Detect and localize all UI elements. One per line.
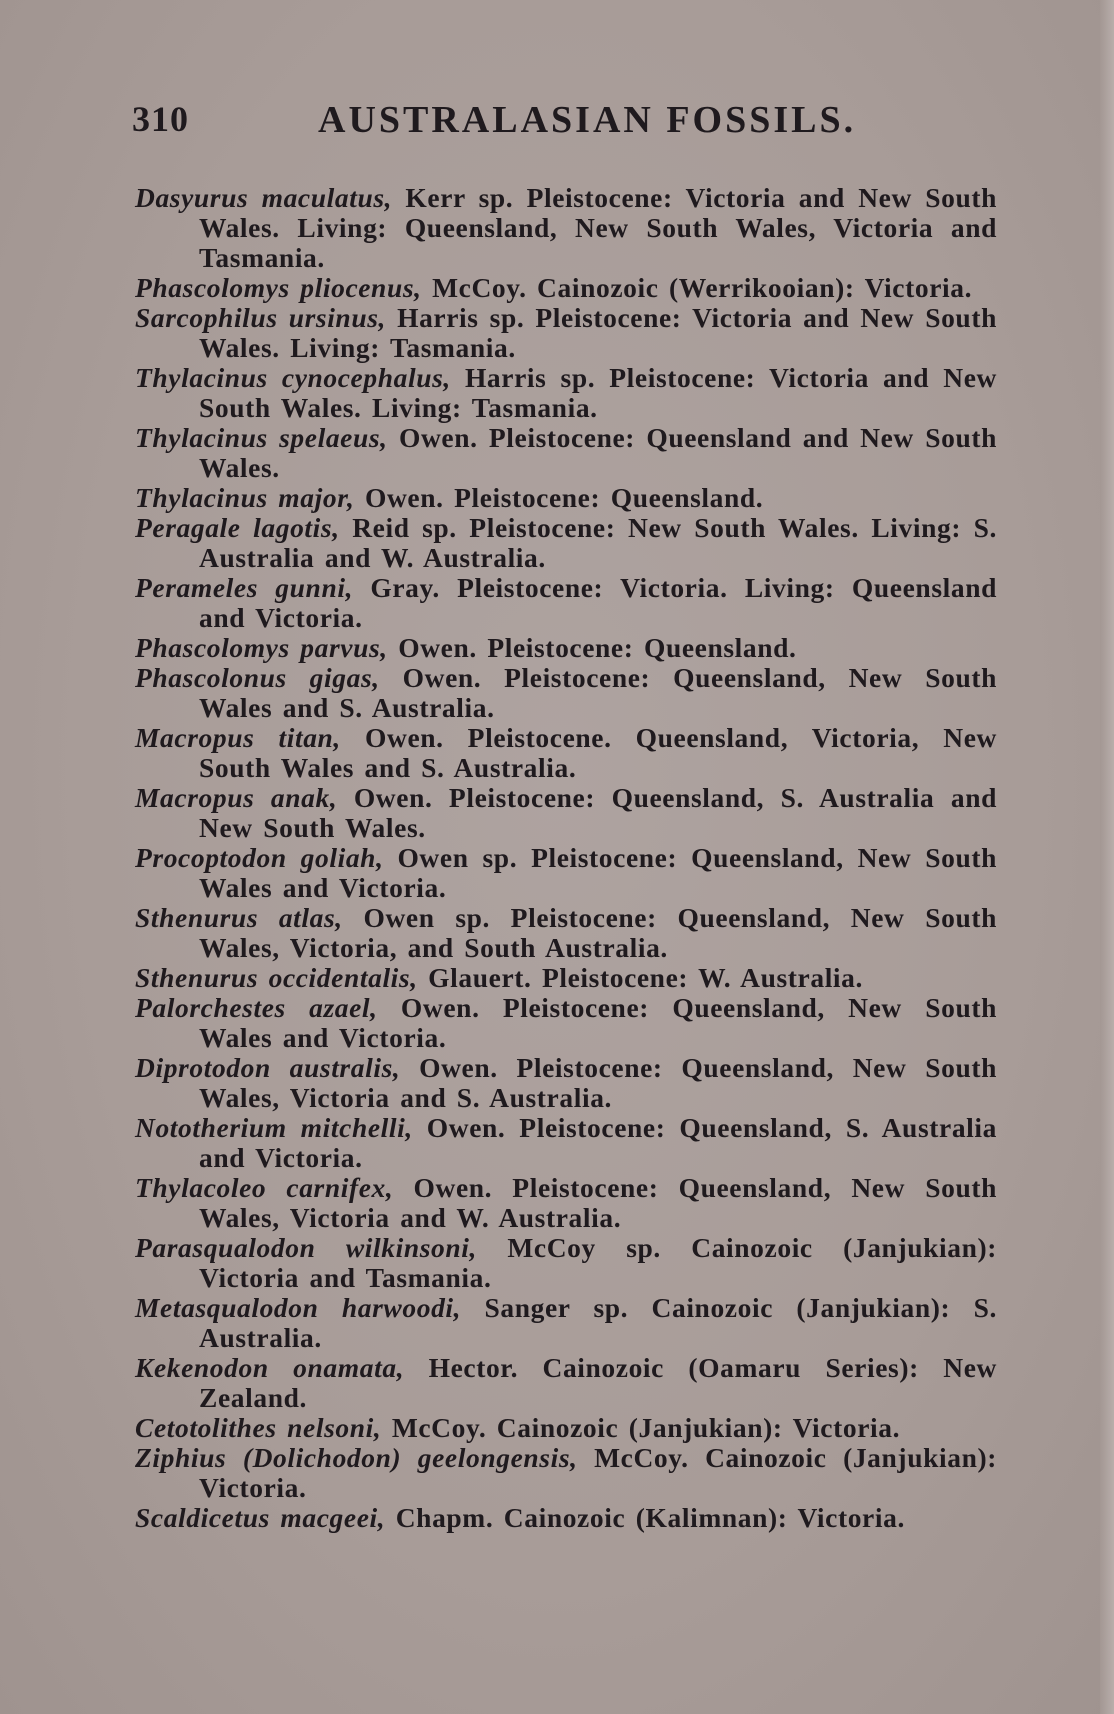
taxon-name: Scaldicetus macgeei, bbox=[135, 1502, 386, 1533]
taxon-name: Thylacinus major, bbox=[135, 482, 355, 513]
entry-details: Owen. Pleistocene: Queensland, S. Australia and New South Wales. bbox=[199, 782, 997, 843]
list-item bbox=[135, 483, 997, 513]
fossil-list bbox=[135, 183, 997, 1533]
taxon-name: Macropus anak, bbox=[135, 782, 338, 813]
taxon-name: Sthenurus occidentalis, bbox=[135, 962, 418, 993]
entry-details: McCoy. Cainozoic (Janjukian): Victoria. bbox=[199, 1442, 997, 1503]
entry-details: Kerr sp. Pleistocene: Victoria and New South Wales. Living: Queensland, New South Wales, Victoria and Tasmania. bbox=[199, 182, 998, 273]
entry-details: Owen sp. Pleistocene: Queensland, New South Wales, Victoria, and South Australia. bbox=[199, 902, 997, 963]
taxon-name: Nototherium mitchelli, bbox=[135, 1112, 413, 1143]
list-item bbox=[135, 783, 997, 843]
list-item bbox=[135, 1173, 997, 1233]
list-item bbox=[135, 1413, 997, 1443]
entry-details: Hector. Cainozoic (Oamaru Series): New Zealand. bbox=[199, 1352, 997, 1413]
taxon-name: Phascolomys pliocenus, bbox=[135, 272, 422, 303]
taxon-name: Cetotolithes nelsoni, bbox=[135, 1412, 382, 1443]
list-item bbox=[135, 993, 997, 1053]
taxon-name: Phascolonus gigas, bbox=[135, 662, 380, 693]
list-item bbox=[135, 633, 997, 663]
list-item bbox=[135, 303, 997, 363]
list-item bbox=[135, 573, 997, 633]
entry-details: McCoy. Cainozoic (Werrikooian): Victoria. bbox=[421, 272, 973, 303]
taxon-name: Sthenurus atlas, bbox=[135, 902, 343, 933]
entry-details: Owen. Pleistocene: Queensland, S. Australia and Victoria. bbox=[199, 1112, 997, 1173]
taxon-name: Peragale lagotis, bbox=[135, 512, 340, 543]
list-item bbox=[135, 963, 997, 993]
entry-details: Owen. Pleistocene: Queensland. bbox=[354, 482, 764, 513]
taxon-name: Dasyurus maculatus, bbox=[135, 182, 393, 213]
entry-details: Owen. Pleistocene: Queensland, New South Wales, Victoria and S. Australia. bbox=[199, 1052, 997, 1113]
page-number: 310 bbox=[132, 99, 189, 139]
taxon-name: Perameles gunni, bbox=[135, 572, 354, 603]
list-item bbox=[135, 1353, 997, 1413]
taxon-name: Thylacinus spelaeus, bbox=[135, 422, 388, 453]
taxon-name: Kekenodon onamata, bbox=[135, 1352, 405, 1383]
entry-details: Gray. Pleistocene: Victoria. Living: Queensland and Victoria. bbox=[199, 572, 997, 633]
entry-details: Glauert. Pleistocene: W. Australia. bbox=[417, 962, 863, 993]
entry-details: Owen. Pleistocene: Queensland. bbox=[387, 632, 797, 663]
list-item bbox=[135, 663, 997, 723]
entry-details: Owen. Pleistocene. Queensland, Victoria, New South Wales and S. Australia. bbox=[199, 722, 997, 783]
list-item bbox=[135, 363, 997, 423]
list-item bbox=[135, 1053, 997, 1113]
taxon-name: Procoptodon goliah, bbox=[135, 842, 384, 873]
taxon-name: Thylacoleo carnifex, bbox=[135, 1172, 394, 1203]
entry-details: Owen. Pleistocene: Queensland, New South Wales and S. Australia. bbox=[199, 662, 997, 723]
list-item bbox=[135, 843, 997, 903]
entry-details: Chapm. Cainozoic (Kalimnan): Victoria. bbox=[385, 1502, 905, 1533]
taxon-name: Macropus titan, bbox=[135, 722, 341, 753]
list-item bbox=[135, 1443, 997, 1503]
entry-details: Owen. Pleistocene: Queensland, New South Wales and Victoria. bbox=[199, 992, 997, 1053]
entry-details: Owen. Pleistocene: Queensland, New South Wales, Victoria and W. Australia. bbox=[199, 1172, 997, 1233]
entry-details: Harris sp. Pleistocene: Victoria and New South Wales. Living: Tasmania. bbox=[199, 362, 997, 423]
entry-details: Reid sp. Pleistocene: New South Wales. Living: S. Australia and W. Australia. bbox=[199, 512, 997, 573]
page-header bbox=[132, 98, 982, 148]
entry-details: McCoy. Cainozoic (Janjukian): Victoria. bbox=[381, 1412, 901, 1443]
taxon-name: Ziphius (Dolichodon) geelongensis, bbox=[135, 1442, 578, 1473]
list-item bbox=[135, 903, 997, 963]
list-item bbox=[135, 1503, 997, 1533]
taxon-name: Diprotodon australis, bbox=[135, 1052, 401, 1083]
running-title: AUSTRALASIAN FOSSILS. bbox=[318, 99, 857, 141]
list-item bbox=[135, 183, 997, 273]
taxon-name: Thylacinus cynocephalus, bbox=[135, 362, 451, 393]
list-item bbox=[135, 1293, 997, 1353]
list-item bbox=[135, 723, 997, 783]
list-item bbox=[135, 1233, 997, 1293]
entry-details: Owen. Pleistocene: Queensland and New South Wales. bbox=[199, 422, 997, 483]
list-item bbox=[135, 273, 997, 303]
taxon-name: Palorchestes azael, bbox=[135, 992, 378, 1023]
list-item bbox=[135, 1113, 997, 1173]
taxon-name: Metasqualodon harwoodi, bbox=[135, 1292, 462, 1323]
entry-details: Owen sp. Pleistocene: Queensland, New South Wales and Victoria. bbox=[199, 842, 997, 903]
entry-details: Harris sp. Pleistocene: Victoria and New South Wales. Living: Tasmania. bbox=[199, 302, 997, 363]
list-item bbox=[135, 423, 997, 483]
entry-details: McCoy sp. Cainozoic (Janjukian): Victoria and Tasmania. bbox=[199, 1232, 997, 1293]
taxon-name: Sarcophilus ursinus, bbox=[135, 302, 386, 333]
page-edge bbox=[1100, 0, 1114, 1714]
entry-details: Sanger sp. Cainozoic (Janjukian): S. Australia. bbox=[199, 1292, 997, 1353]
taxon-name: Parasqualodon wilkinsoni, bbox=[135, 1232, 477, 1263]
taxon-name: Phascolomys parvus, bbox=[135, 632, 388, 663]
list-item bbox=[135, 513, 997, 573]
